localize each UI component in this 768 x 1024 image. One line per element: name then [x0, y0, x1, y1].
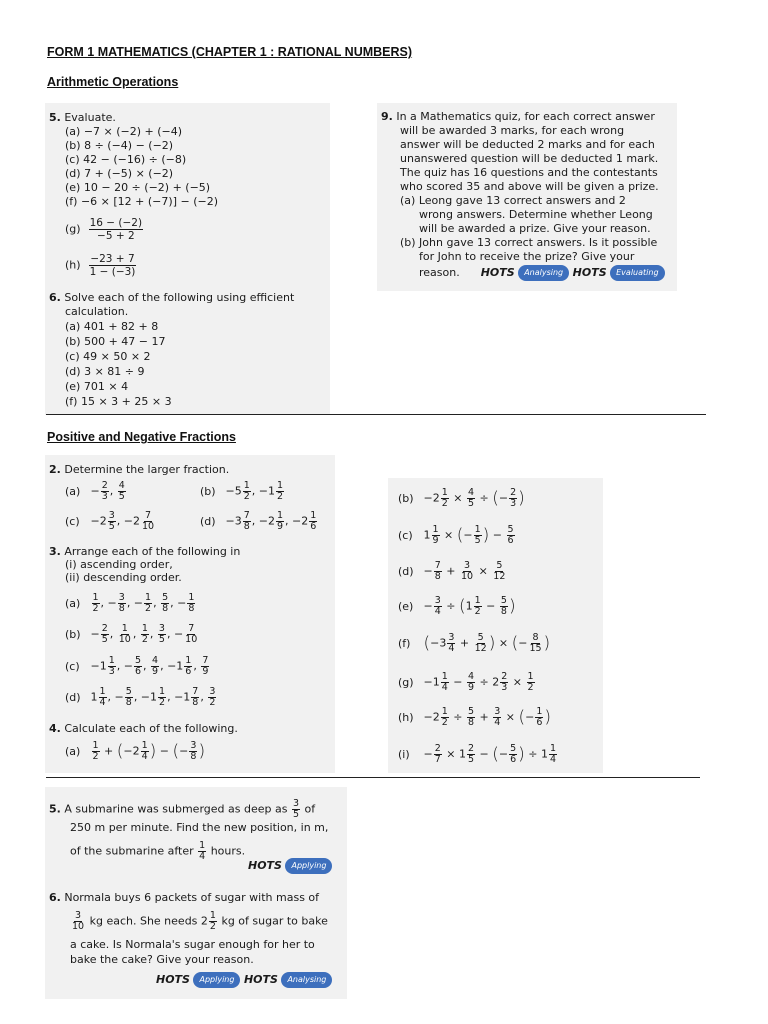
- q4-item-g: (g) −1 $\frac{1}{4}$ − $\frac{4}{9}$ ÷ 2 $\frac{2}{3}$ × $\frac{1}{2}$: [398, 671, 534, 693]
- q4-item-f: (f) (−3 $\frac{3}{4}$ + $\frac{5}{12}$ ) × (− $\frac{8}{15}$ ): [398, 632, 551, 654]
- q9-part-a: (a) Leong gave 13 correct answers and 2: [400, 194, 626, 207]
- tag-badge: Applying: [285, 858, 332, 874]
- tag-badge: Analysing: [518, 265, 569, 281]
- q6b-line4: bake the cake? Give your reason.: [70, 953, 254, 966]
- q5-item-d: (d) 7 + (−5) × (−2): [65, 167, 174, 180]
- q5-item-f: (f) −6 × [12 + (−7)] − (−2): [65, 195, 218, 208]
- question-stem: Determine the larger fraction.: [64, 463, 230, 476]
- question-stem: Arrange each of the following in: [64, 545, 241, 558]
- q5-item-e: (e) 10 − 20 ÷ (−2) + (−5): [65, 181, 211, 194]
- q5-item-b: (b) 8 ÷ (−4) − (−2): [65, 139, 174, 152]
- question-stem-cont: calculation.: [65, 305, 129, 318]
- divider: [46, 414, 706, 415]
- q3-criterion-i: (i) ascending order,: [65, 558, 173, 571]
- q3-criterion-ii: (ii) descending order.: [65, 571, 182, 584]
- q6-item-f: (f) 15 × 3 + 25 × 3: [65, 395, 172, 408]
- q4-item-i: (i) − $\frac{2}{7}$ × 1 $\frac{2}{5}$ − (− $\frac{5}{6}$ ) ÷ 1 $\frac{1}{4}$: [398, 743, 557, 765]
- page-title: FORM 1 MATHEMATICS (CHAPTER 1 : RATIONAL NUMBERS): [47, 45, 413, 59]
- q2-item-c: (c) −2 $\frac{3}{5}$ , −2 $\frac{7}{10}$: [65, 510, 155, 532]
- q4-item-b: (b) −2 $\frac{1}{2}$ × $\frac{4}{5}$ ÷ (− $\frac{2}{3}$ ): [398, 487, 525, 509]
- q2-item-b: (b) −5 $\frac{1}{2}$ , −1 $\frac{1}{2}$: [200, 480, 284, 502]
- scan-arithmetic-right: [377, 103, 677, 291]
- q4-item-h: (h) −2 $\frac{1}{2}$ ÷ $\frac{5}{8}$ + $\frac{3}{4}$ × (− $\frac{1}{6}$ ): [398, 706, 552, 728]
- hots-label: HOTS: [248, 859, 282, 872]
- question-number: 5.: [49, 111, 61, 124]
- q4-item-e: (e) − $\frac{3}{4}$ ÷ (1 $\frac{1}{2}$ − $\frac{5}{8}$ ): [398, 595, 516, 617]
- q6-item-b: (b) 500 + 47 − 17: [65, 335, 166, 348]
- question-number: 4.: [49, 722, 61, 735]
- q5-item-c: (c) 42 − (−16) ÷ (−8): [65, 153, 187, 166]
- q9-line: will be awarded 3 marks, for each wrong: [400, 124, 625, 137]
- q4-item-d: (d) − $\frac{7}{8}$ + $\frac{3}{10}$ × $\frac{5}{12}$: [398, 560, 506, 582]
- question-number: 3.: [49, 545, 61, 558]
- q6-item-c: (c) 49 × 50 × 2: [65, 350, 151, 363]
- hots-label: HOTS: [480, 266, 515, 279]
- q5b-line2: 250 m per minute. Find the new position, in m,: [70, 821, 329, 834]
- q5b-line1: 5. A submarine was submerged as deep as $\frac{3}{5}$ of: [49, 798, 316, 820]
- hots-label: HOTS: [243, 973, 278, 986]
- question-number: 6.: [49, 291, 61, 304]
- scan-arithmetic-left: [45, 103, 330, 415]
- q4-item-a: (a) $\frac{1}{2}$ + (−2 $\frac{1}{4}$ ) − (− $\frac{3}{8}$ ): [65, 740, 206, 762]
- section-heading-arithmetic: Arithmetic Operations: [47, 75, 179, 89]
- tag-badge: Analysing: [281, 972, 332, 988]
- q9-part-b-cont: reason. HOTS Analysing HOTS Evaluating: [419, 265, 665, 281]
- tag-badge: Evaluating: [610, 265, 664, 281]
- q2-item-d: (d) −3 $\frac{7}{8}$ , −2 $\frac{1}{9}$ , −2 $\frac{1}{6}$: [200, 510, 317, 532]
- q9-line: In a Mathematics quiz, for each correct answer: [396, 110, 655, 123]
- q5b-line3: of the submarine after $\frac{1}{4}$ hours.: [70, 840, 246, 862]
- question-number: 2.: [49, 463, 61, 476]
- q5b-hots: [248, 858, 332, 874]
- q3-item-d: (d) 1 $\frac{1}{4}$ , − $\frac{5}{8}$ , −1 $\frac{1}{2}$ , −1 $\frac{7}{8}$ , $\frac{3}{2}$: [65, 686, 216, 708]
- q9-line: The quiz has 16 questions and the contestants: [400, 166, 658, 179]
- tag-badge: Applying: [193, 972, 240, 988]
- q6b-line1: 6. Normala buys 6 packets of sugar with mass of: [49, 891, 320, 904]
- question-stem: Solve each of the following using efficient: [64, 291, 295, 304]
- scan-fractions-right: [388, 478, 603, 773]
- q6-item-a: (a) 401 + 82 + 8: [65, 320, 159, 333]
- q6b-line2: $\frac{3}{10}$ kg each. She needs 2 $\frac{1}{2}$ kg of sugar to bake: [72, 910, 328, 932]
- q9-part-a-cont: will be awarded a prize. Give your reason.: [419, 222, 651, 235]
- q4-item-c: (c) 1 $\frac{1}{9}$ × (− $\frac{1}{5}$ ) − $\frac{5}{6}$: [398, 524, 514, 546]
- q6-item-e: (e) 701 × 4: [65, 380, 129, 393]
- q9-part-b-cont: for John to receive the prize? Give your: [419, 250, 635, 263]
- scan-word-problems: [45, 787, 347, 999]
- q6-item-d: (d) 3 × 81 ÷ 9: [65, 365, 145, 378]
- q6b-line3: a cake. Is Normala's sugar enough for her to: [70, 938, 315, 951]
- q2-item-a: (a) − $\frac{2}{3}$ , $\frac{4}{5}$: [65, 480, 125, 502]
- question-stem: Calculate each of the following.: [64, 722, 238, 735]
- q5-item-a: (a) −7 × (−2) + (−4): [65, 125, 183, 138]
- q9-line: unanswered question will be deducted 1 mark.: [400, 152, 659, 165]
- hots-label: HOTS: [572, 266, 607, 279]
- q9-part-b: (b) John gave 13 correct answers. Is it possible: [400, 236, 658, 249]
- q9-line: who scored 35 and above will be given a prize.: [400, 180, 659, 193]
- hots-label: HOTS: [156, 973, 190, 986]
- q3-item-a: (a) $\frac{1}{2}$ , − $\frac{3}{8}$ , − $\frac{1}{2}$ , $\frac{5}{8}$ , − $\frac{1}{8}$: [65, 592, 195, 614]
- divider: [46, 777, 700, 778]
- q3-item-c: (c) −1 $\frac{1}{3}$ , − $\frac{5}{6}$ , $\frac{4}{9}$ , −1 $\frac{1}{6}$ , $\frac{7}{9}$: [65, 655, 209, 677]
- q3-item-b: (b) − $\frac{2}{5}$ , $\frac{1}{10}$ , $\frac{1}{2}$ , $\frac{3}{5}$ , − $\frac{7}{10}$: [65, 623, 198, 645]
- question-number: 9.: [381, 110, 393, 123]
- scan-fractions-left: [45, 455, 335, 773]
- question-stem: Evaluate.: [64, 111, 116, 124]
- section-heading-fractions: Positive and Negative Fractions: [47, 430, 236, 444]
- q5-item-h: (h) $\frac{-23 + 7}{1 - (-3)}$: [65, 253, 136, 278]
- q5-item-g: (g) $\frac{16 - (-2)}{-5 + 2}$: [65, 217, 143, 242]
- q6b-hots: [156, 972, 332, 988]
- q9-part-a-cont: wrong answers. Determine whether Leong: [419, 208, 653, 221]
- q9-line: answer will be deducted 2 marks and for each: [400, 138, 655, 151]
